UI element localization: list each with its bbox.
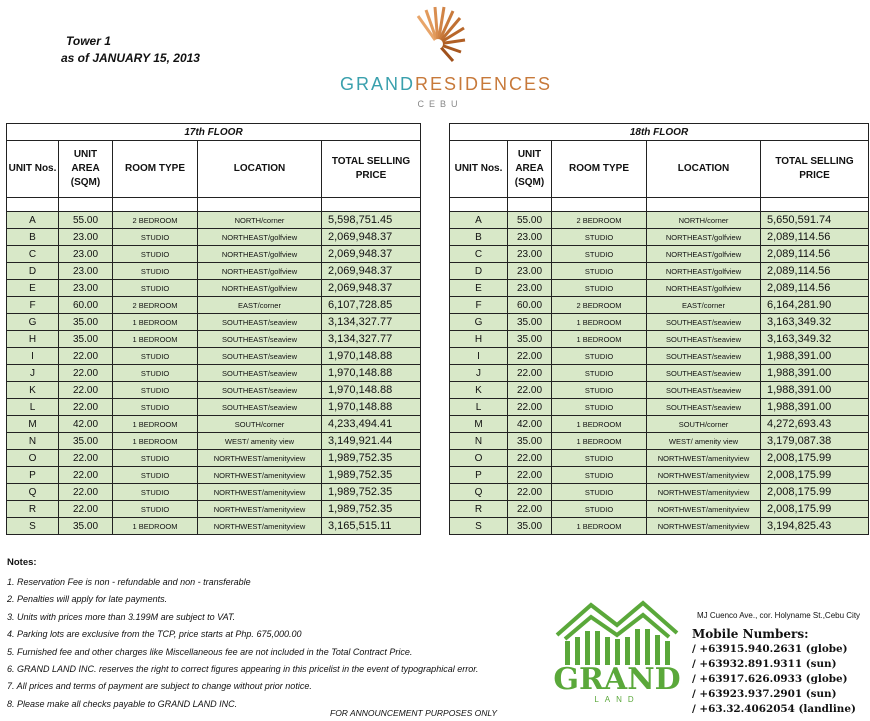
price-cell: 1,970,148.88 xyxy=(322,365,421,382)
unit-cell: K xyxy=(450,382,508,399)
unit-cell: Q xyxy=(7,484,59,501)
room-type-cell: 1 BEDROOM xyxy=(552,331,647,348)
notes-title: Notes: xyxy=(7,557,37,568)
room-type-cell: STUDIO xyxy=(113,365,198,382)
table-row xyxy=(450,382,869,399)
area-cell: 60.00 xyxy=(59,297,113,314)
location-cell: NORTHEAST/golfview xyxy=(198,263,322,280)
table-row xyxy=(450,399,869,416)
unit-cell: K xyxy=(7,382,59,399)
area-cell: 35.00 xyxy=(508,331,552,348)
unit-cell: O xyxy=(7,450,59,467)
col-price: TOTAL SELLING PRICE xyxy=(761,141,869,198)
table-row xyxy=(7,416,421,433)
location-cell: SOUTHEAST/seaview xyxy=(198,348,322,365)
price-cell: 3,165,515.11 xyxy=(322,518,421,535)
price-cell: 2,089,114.56 xyxy=(761,246,869,263)
unit-cell: M xyxy=(7,416,59,433)
location-cell: NORTHWEST/amenityview xyxy=(198,467,322,484)
area-cell: 23.00 xyxy=(508,229,552,246)
location-cell: NORTHWEST/amenityview xyxy=(198,501,322,518)
area-cell: 22.00 xyxy=(59,467,113,484)
unit-cell: D xyxy=(450,263,508,280)
price-cell: 2,089,114.56 xyxy=(761,280,869,297)
unit-cell: F xyxy=(450,297,508,314)
col-price: TOTAL SELLING PRICE xyxy=(322,141,421,198)
room-type-cell: STUDIO xyxy=(552,450,647,467)
price-cell: 2,008,175.99 xyxy=(761,467,869,484)
floor-title: 17th FLOOR xyxy=(7,124,421,141)
col-room-type: ROOM TYPE xyxy=(552,141,647,198)
area-cell: 23.00 xyxy=(59,246,113,263)
room-type-cell: STUDIO xyxy=(113,450,198,467)
area-cell: 42.00 xyxy=(508,416,552,433)
area-cell: 22.00 xyxy=(508,450,552,467)
price-cell: 1,989,752.35 xyxy=(322,467,421,484)
price-cell: 4,272,693.43 xyxy=(761,416,869,433)
location-cell: SOUTHEAST/seaview xyxy=(647,399,761,416)
location-cell: SOUTH/corner xyxy=(198,416,322,433)
room-type-cell: 2 BEDROOM xyxy=(552,212,647,229)
brand-name-part2: RESIDENCES xyxy=(415,74,553,94)
logo-name: GRAND xyxy=(553,662,681,697)
price-cell: 1,988,391.00 xyxy=(761,348,869,365)
room-type-cell: STUDIO xyxy=(552,280,647,297)
col-location: LOCATION xyxy=(647,141,761,198)
area-cell: 60.00 xyxy=(508,297,552,314)
area-cell: 22.00 xyxy=(59,365,113,382)
col-unit: UNIT Nos. xyxy=(450,141,508,198)
location-cell: NORTHEAST/golfview xyxy=(647,280,761,297)
location-cell: SOUTHEAST/seaview xyxy=(198,382,322,399)
table-row xyxy=(450,246,869,263)
table-row xyxy=(450,450,869,467)
unit-cell: O xyxy=(450,450,508,467)
price-cell: 1,970,148.88 xyxy=(322,348,421,365)
room-type-cell: STUDIO xyxy=(113,280,198,297)
price-cell: 2,089,114.56 xyxy=(761,229,869,246)
area-cell: 23.00 xyxy=(59,263,113,280)
table-row xyxy=(7,399,421,416)
address: MJ Cuenco Ave., cor. Holyname St.,Cebu City xyxy=(697,611,861,620)
room-type-cell: STUDIO xyxy=(552,484,647,501)
room-type-cell: STUDIO xyxy=(113,467,198,484)
col-room-type: ROOM TYPE xyxy=(113,141,198,198)
location-cell: NORTHWEST/amenityview xyxy=(647,484,761,501)
location-cell: EAST/corner xyxy=(198,297,322,314)
price-cell: 1,970,148.88 xyxy=(322,382,421,399)
area-cell: 35.00 xyxy=(508,314,552,331)
room-type-cell: STUDIO xyxy=(552,365,647,382)
table-row xyxy=(450,331,869,348)
area-cell: 35.00 xyxy=(59,314,113,331)
room-type-cell: 1 BEDROOM xyxy=(113,331,198,348)
room-type-cell: STUDIO xyxy=(552,229,647,246)
note-item: 4. Parking lots are exclusive from the TCP, price starts at Php. 675,000.00 xyxy=(7,629,302,640)
location-cell: NORTHEAST/golfview xyxy=(647,229,761,246)
brand-name-part1: GRAND xyxy=(340,74,416,94)
price-cell: 2,069,948.37 xyxy=(322,229,421,246)
area-cell: 35.00 xyxy=(508,518,552,535)
price-cell: 5,650,591.74 xyxy=(761,212,869,229)
table-row xyxy=(450,501,869,518)
location-cell: SOUTHEAST/seaview xyxy=(647,314,761,331)
area-cell: 22.00 xyxy=(508,382,552,399)
unit-cell: N xyxy=(450,433,508,450)
location-cell: WEST/ amenity view xyxy=(198,433,322,450)
room-type-cell: STUDIO xyxy=(552,382,647,399)
unit-cell: E xyxy=(7,280,59,297)
unit-cell: J xyxy=(450,365,508,382)
location-cell: SOUTHEAST/seaview xyxy=(198,365,322,382)
table-row xyxy=(7,348,421,365)
area-cell: 23.00 xyxy=(508,263,552,280)
room-type-cell: 2 BEDROOM xyxy=(113,212,198,229)
price-cell: 1,989,752.35 xyxy=(322,450,421,467)
table-row xyxy=(7,229,421,246)
table-row xyxy=(450,229,869,246)
note-item: 5. Furnished fee and other charges like Miscellaneous fee are not included in the Total Contract Price. xyxy=(7,646,413,657)
floor-title: 18th FLOOR xyxy=(450,124,869,141)
table-row xyxy=(450,348,869,365)
room-type-cell: STUDIO xyxy=(552,501,647,518)
unit-cell: Q xyxy=(450,484,508,501)
price-cell: 3,149,921.44 xyxy=(322,433,421,450)
price-cell: 2,069,948.37 xyxy=(322,263,421,280)
location-cell: NORTHWEST/amenityview xyxy=(198,484,322,501)
room-type-cell: 2 BEDROOM xyxy=(552,297,647,314)
location-cell: NORTH/corner xyxy=(198,212,322,229)
unit-cell: I xyxy=(450,348,508,365)
unit-cell: H xyxy=(7,331,59,348)
location-cell: NORTHWEST/amenityview xyxy=(647,518,761,535)
col-area: UNIT AREA (SQM) xyxy=(508,141,552,198)
price-cell: 2,008,175.99 xyxy=(761,501,869,518)
grand-residences-shell-logo xyxy=(408,4,468,68)
table-row xyxy=(7,314,421,331)
room-type-cell: 1 BEDROOM xyxy=(113,518,198,535)
location-cell: NORTHWEST/amenityview xyxy=(647,501,761,518)
unit-cell: R xyxy=(450,501,508,518)
table-row xyxy=(7,382,421,399)
phone-number: / +63917.626.0933 (globe) xyxy=(692,673,848,686)
unit-cell: A xyxy=(7,212,59,229)
tower-label: Tower 1 xyxy=(66,34,111,48)
announcement-text: FOR ANNOUNCEMENT PURPOSES ONLY xyxy=(330,708,498,718)
note-item: 2. Penalties will apply for late payments. xyxy=(7,594,168,605)
room-type-cell: 1 BEDROOM xyxy=(552,416,647,433)
area-cell: 22.00 xyxy=(59,501,113,518)
price-cell: 6,164,281.90 xyxy=(761,297,869,314)
table-row xyxy=(450,314,869,331)
table-row xyxy=(450,212,869,229)
table-row xyxy=(7,263,421,280)
table-row xyxy=(7,331,421,348)
location-cell: NORTHEAST/golfview xyxy=(198,229,322,246)
price-cell: 3,163,349.32 xyxy=(761,314,869,331)
table-row xyxy=(7,280,421,297)
area-cell: 22.00 xyxy=(59,399,113,416)
price-cell: 3,179,087.38 xyxy=(761,433,869,450)
price-cell: 1,988,391.00 xyxy=(761,382,869,399)
area-cell: 55.00 xyxy=(59,212,113,229)
phone-number: / +63915.940.2631 (globe) xyxy=(692,643,848,655)
location-cell: SOUTH/corner xyxy=(647,416,761,433)
unit-cell: A xyxy=(450,212,508,229)
col-unit: UNIT Nos. xyxy=(7,141,59,198)
room-type-cell: STUDIO xyxy=(113,399,198,416)
location-cell: SOUTHEAST/seaview xyxy=(647,382,761,399)
price-cell: 3,134,327.77 xyxy=(322,314,421,331)
unit-cell: S xyxy=(7,518,59,535)
table-row xyxy=(7,212,421,229)
table-row xyxy=(7,501,421,518)
area-cell: 22.00 xyxy=(508,467,552,484)
price-cell: 3,134,327.77 xyxy=(322,331,421,348)
area-cell: 42.00 xyxy=(59,416,113,433)
location-cell: NORTHEAST/golfview xyxy=(647,246,761,263)
table-row xyxy=(7,246,421,263)
unit-cell: P xyxy=(7,467,59,484)
table-row xyxy=(450,518,869,535)
unit-cell: B xyxy=(450,229,508,246)
location-cell: SOUTHEAST/seaview xyxy=(198,314,322,331)
unit-cell: C xyxy=(450,246,508,263)
note-item: 3. Units with prices more than 3.199M are subject to VAT. xyxy=(7,611,236,622)
note-item: 6. GRAND LAND INC. reserves the right to correct figures appearing in this pricelist in the event of typographical error. xyxy=(7,663,479,674)
location-cell: WEST/ amenity view xyxy=(647,433,761,450)
price-cell: 1,970,148.88 xyxy=(322,399,421,416)
table-row xyxy=(450,365,869,382)
unit-cell: M xyxy=(450,416,508,433)
table-row xyxy=(450,280,869,297)
price-cell: 3,163,349.32 xyxy=(761,331,869,348)
col-location: LOCATION xyxy=(198,141,322,198)
location-cell: NORTHEAST/golfview xyxy=(198,280,322,297)
room-type-cell: 1 BEDROOM xyxy=(552,518,647,535)
unit-cell: D xyxy=(7,263,59,280)
table-row xyxy=(450,484,869,501)
note-item: 1. Reservation Fee is non - refundable and non - transferable xyxy=(7,577,251,587)
notes-section xyxy=(7,557,478,715)
note-item: 8. Please make all checks payable to GRAND LAND INC. xyxy=(7,698,238,709)
unit-cell: G xyxy=(7,314,59,331)
table-row xyxy=(450,433,869,450)
unit-cell: B xyxy=(7,229,59,246)
table-row xyxy=(7,297,421,314)
table-row xyxy=(7,518,421,535)
area-cell: 35.00 xyxy=(59,331,113,348)
price-cell: 1,989,752.35 xyxy=(322,484,421,501)
table-row xyxy=(7,433,421,450)
area-cell: 22.00 xyxy=(59,382,113,399)
area-cell: 22.00 xyxy=(59,348,113,365)
location-cell: EAST/corner xyxy=(647,297,761,314)
price-cell: 2,069,948.37 xyxy=(322,280,421,297)
table-row xyxy=(450,467,869,484)
table-row xyxy=(7,450,421,467)
phone-number: / +63.32.4062054 (landline) xyxy=(692,703,856,716)
room-type-cell: 1 BEDROOM xyxy=(552,433,647,450)
location-cell: NORTHEAST/golfview xyxy=(198,246,322,263)
unit-cell: L xyxy=(450,399,508,416)
area-cell: 22.00 xyxy=(59,484,113,501)
mobile-title: Mobile Numbers: xyxy=(692,627,809,641)
table-row xyxy=(450,263,869,280)
room-type-cell: STUDIO xyxy=(552,263,647,280)
room-type-cell: STUDIO xyxy=(552,399,647,416)
price-cell: 1,988,391.00 xyxy=(761,399,869,416)
room-type-cell: STUDIO xyxy=(113,348,198,365)
area-cell: 35.00 xyxy=(59,433,113,450)
area-cell: 22.00 xyxy=(59,450,113,467)
area-cell: 22.00 xyxy=(508,484,552,501)
logo-sub: LAND xyxy=(594,695,640,704)
area-cell: 23.00 xyxy=(59,280,113,297)
room-type-cell: 1 BEDROOM xyxy=(113,416,198,433)
room-type-cell: STUDIO xyxy=(113,484,198,501)
location-cell: SOUTHEAST/seaview xyxy=(647,348,761,365)
location-cell: NORTHEAST/golfview xyxy=(647,263,761,280)
price-cell: 2,008,175.99 xyxy=(761,484,869,501)
price-table-17th-floor xyxy=(6,123,421,535)
room-type-cell: STUDIO xyxy=(552,246,647,263)
unit-cell: S xyxy=(450,518,508,535)
room-type-cell: STUDIO xyxy=(113,382,198,399)
unit-cell: C xyxy=(7,246,59,263)
location-cell: SOUTHEAST/seaview xyxy=(198,331,322,348)
location-cell: NORTH/corner xyxy=(647,212,761,229)
room-type-cell: 1 BEDROOM xyxy=(552,314,647,331)
col-area: UNIT AREA (SQM) xyxy=(59,141,113,198)
unit-cell: P xyxy=(450,467,508,484)
area-cell: 22.00 xyxy=(508,348,552,365)
room-type-cell: 1 BEDROOM xyxy=(113,314,198,331)
unit-cell: G xyxy=(450,314,508,331)
price-cell: 6,107,728.85 xyxy=(322,297,421,314)
area-cell: 23.00 xyxy=(508,280,552,297)
price-cell: 2,089,114.56 xyxy=(761,263,869,280)
table-row xyxy=(7,365,421,382)
table-row xyxy=(7,467,421,484)
room-type-cell: STUDIO xyxy=(113,229,198,246)
location-cell: NORTHWEST/amenityview xyxy=(647,467,761,484)
table-row xyxy=(450,416,869,433)
room-type-cell: STUDIO xyxy=(113,246,198,263)
location-cell: SOUTHEAST/seaview xyxy=(198,399,322,416)
room-type-cell: 1 BEDROOM xyxy=(113,433,198,450)
price-cell: 4,233,494.41 xyxy=(322,416,421,433)
unit-cell: E xyxy=(450,280,508,297)
brand-name xyxy=(340,74,553,95)
area-cell: 23.00 xyxy=(59,229,113,246)
area-cell: 55.00 xyxy=(508,212,552,229)
location-cell: NORTHWEST/amenityview xyxy=(198,450,322,467)
room-type-cell: 2 BEDROOM xyxy=(113,297,198,314)
table-row xyxy=(450,297,869,314)
table-row xyxy=(7,484,421,501)
room-type-cell: STUDIO xyxy=(552,348,647,365)
room-type-cell: STUDIO xyxy=(113,263,198,280)
price-cell: 5,598,751.45 xyxy=(322,212,421,229)
area-cell: 35.00 xyxy=(508,433,552,450)
location-cell: NORTHWEST/amenityview xyxy=(198,518,322,535)
as-of-date: as of JANUARY 15, 2013 xyxy=(61,51,200,65)
area-cell: 22.00 xyxy=(508,501,552,518)
area-cell: 23.00 xyxy=(508,246,552,263)
unit-cell: F xyxy=(7,297,59,314)
mobile-numbers xyxy=(692,627,856,717)
price-cell: 1,989,752.35 xyxy=(322,501,421,518)
area-cell: 22.00 xyxy=(508,399,552,416)
unit-cell: N xyxy=(7,433,59,450)
room-type-cell: STUDIO xyxy=(552,467,647,484)
brand-city: CEBU xyxy=(417,99,463,109)
phone-number: / +63932.891.9311 (sun) xyxy=(692,658,837,671)
unit-cell: H xyxy=(450,331,508,348)
room-type-cell: STUDIO xyxy=(113,501,198,518)
price-cell: 3,194,825.43 xyxy=(761,518,869,535)
unit-cell: L xyxy=(7,399,59,416)
price-cell: 1,988,391.00 xyxy=(761,365,869,382)
location-cell: SOUTHEAST/seaview xyxy=(647,331,761,348)
note-item: 7. All prices and terms of payment are subject to change without prior notice. xyxy=(7,681,312,692)
unit-cell: J xyxy=(7,365,59,382)
unit-cell: I xyxy=(7,348,59,365)
price-table-18th-floor xyxy=(449,123,869,535)
unit-cell: R xyxy=(7,501,59,518)
location-cell: SOUTHEAST/seaview xyxy=(647,365,761,382)
grand-land-logo xyxy=(551,595,683,705)
area-cell: 35.00 xyxy=(59,518,113,535)
area-cell: 22.00 xyxy=(508,365,552,382)
location-cell: NORTHWEST/amenityview xyxy=(647,450,761,467)
price-cell: 2,008,175.99 xyxy=(761,450,869,467)
price-cell: 2,069,948.37 xyxy=(322,246,421,263)
phone-number: / +63923.937.2901 (sun) xyxy=(692,688,837,701)
